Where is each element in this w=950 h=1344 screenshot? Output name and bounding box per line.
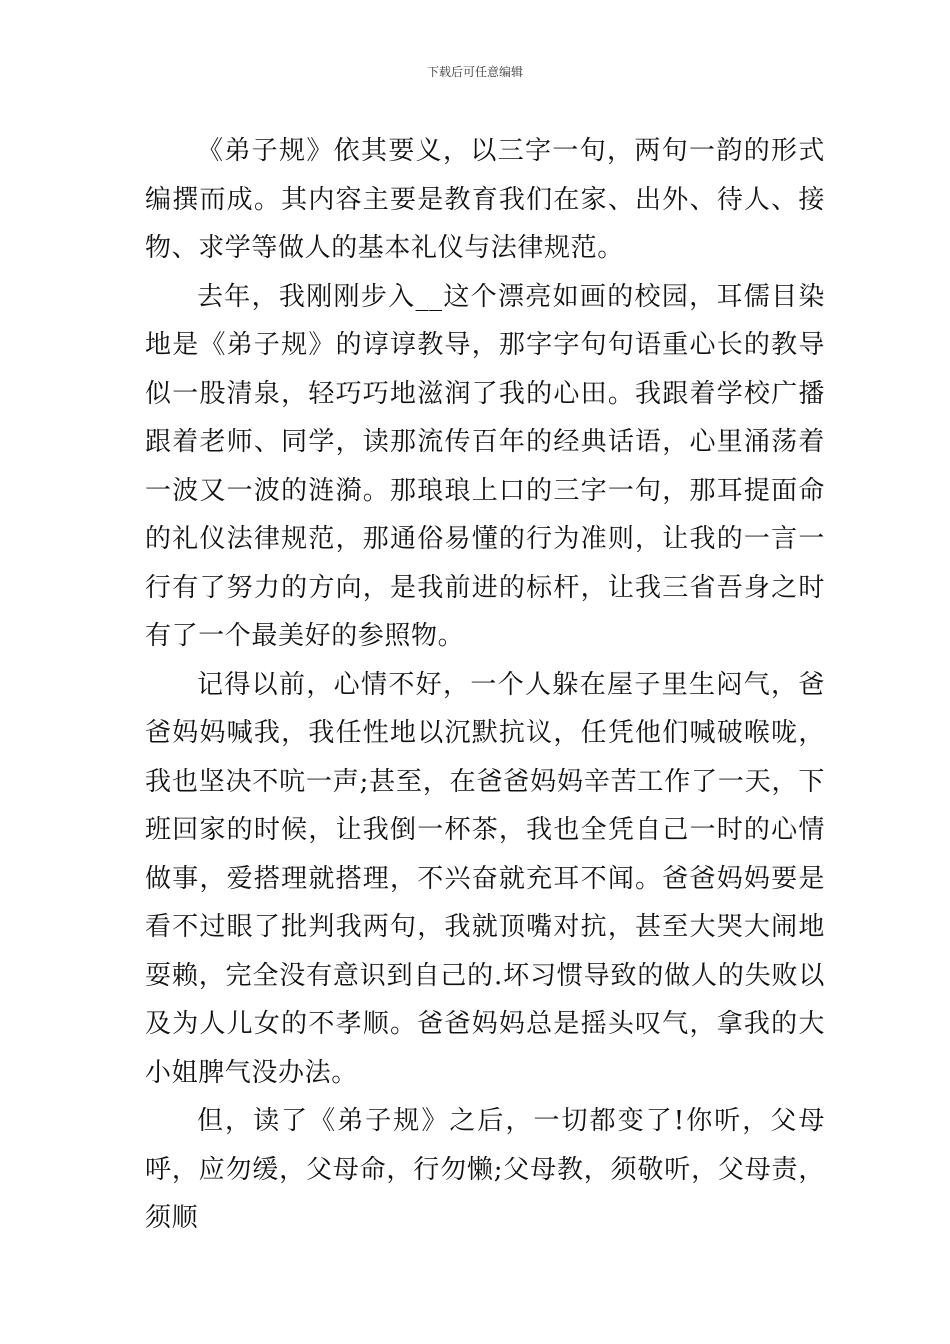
page-header: 下载后可任意编辑 <box>426 65 523 79</box>
paragraph-last-year: 去年，我刚刚步入__这个漂亮如画的校园，耳儒目染地是《弟子规》的谆谆教导，那字字句句语重心长的教导似一股清泉，轻巧巧地滋润了我的心田。我跟着学校广播跟着老师、同学，读那流传百年的经典话语，心里涌荡着一波又一波的涟漪。那琅琅上口的三字一句，那耳提面命的礼仪法律规范，那通俗易懂的行为准则，让我的一言一行有了努力的方向，是我前进的标杆，让我三省吾身之时有了一个最美好的参照物。 <box>145 281 825 651</box>
paragraph-after: 但，读了《弟子规》之后，一切都变了!你听，父母呼，应勿缓，父母命，行勿懒;父母教，须敬听，父母责，须顺 <box>145 1106 825 1233</box>
document-body <box>145 127 825 1243</box>
paragraph-intro: 《弟子规》依其要义，以三字一句，两句一韵的形式编撰而成。其内容主要是教育我们在家、出外、待人、接物、求学等做人的基本礼仪与法律规范。 <box>145 136 825 263</box>
paragraph-before: 记得以前，心情不好，一个人躲在屋子里生闷气，爸爸妈妈喊我，我任性地以沉默抗议，任凭他们喊破喉咙，我也坚决不吭一声;甚至，在爸爸妈妈辛苦工作了一天，下班回家的时候，让我倒一杯茶，我也全凭自己一时的心情做事，爱搭理就搭理，不兴奋就充耳不闻。爸爸妈妈要是看不过眼了批判我两句，我就顶嘴对抗，甚至大哭大闹地耍赖，完全没有意识到自己的.坏习惯导致的做人的失败以及为人儿女的不孝顺。爸爸妈妈总是摇头叹气，拿我的大小姐脾气没办法。 <box>145 669 825 1088</box>
